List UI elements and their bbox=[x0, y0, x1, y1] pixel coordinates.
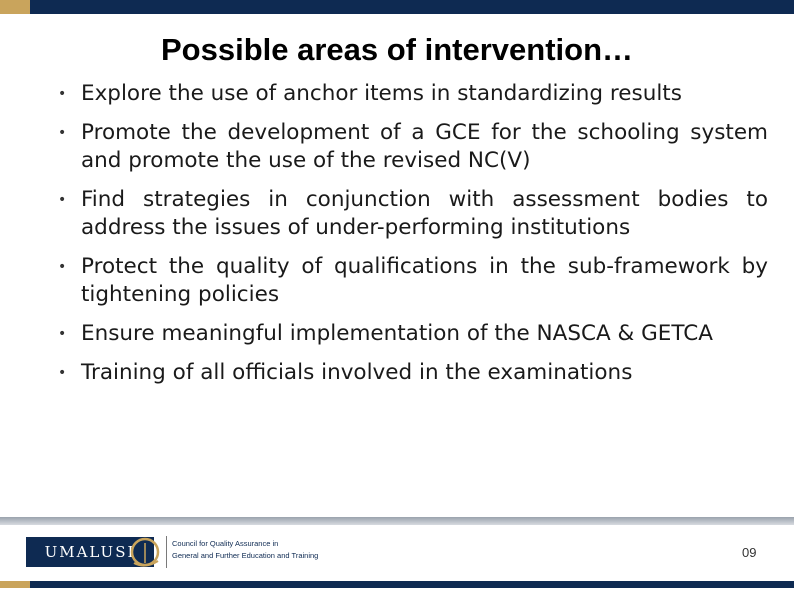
logo-text: UMALUSI bbox=[44, 543, 136, 561]
bullet-dot: • bbox=[58, 259, 67, 275]
bullet-item bbox=[58, 359, 768, 387]
bottom-accent-bar bbox=[0, 581, 794, 588]
slide-title: Possible areas of intervention… bbox=[160, 32, 634, 67]
bullet-item bbox=[58, 119, 768, 175]
bullet-item bbox=[58, 320, 768, 348]
bullet-text: Promote the development of a GCE for the schooling system and promote the use of the revised NC(V) bbox=[81, 120, 768, 173]
top-accent-bar bbox=[0, 0, 794, 14]
umalusi-emblem-icon bbox=[130, 533, 162, 571]
bullet-item bbox=[58, 253, 768, 309]
bullet-text: Training of all officials involved in the examinations bbox=[81, 360, 633, 385]
bullet-item bbox=[58, 80, 768, 108]
bullet-text: Explore the use of anchor items in standardizing results bbox=[81, 81, 682, 106]
tagline-line-2: General and Further Education and Training bbox=[172, 551, 319, 560]
bullet-dot: • bbox=[58, 326, 67, 342]
tagline-line-1: Council for Quality Assurance in bbox=[172, 539, 279, 548]
footer-divider bbox=[0, 517, 794, 525]
bullet-text: Ensure meaningful implementation of the NASCA & GETCA bbox=[81, 321, 713, 346]
top-accent-gold bbox=[0, 0, 30, 14]
council-tagline bbox=[172, 538, 342, 562]
bullet-item bbox=[58, 186, 768, 242]
page-number: 09 bbox=[742, 545, 757, 560]
bullet-list bbox=[58, 80, 768, 398]
bullet-text: Protect the quality of qualifications in the sub-framework by tightening policies bbox=[81, 254, 768, 307]
bullet-text: Find strategies in conjunction with assessment bodies to address the issues of under-performing institutions bbox=[81, 187, 768, 240]
logo-divider bbox=[166, 536, 167, 568]
bullet-dot: • bbox=[58, 192, 67, 208]
bullet-dot: • bbox=[58, 125, 67, 141]
bullet-dot: • bbox=[58, 365, 67, 381]
bottom-accent-gold bbox=[0, 581, 30, 588]
bullet-dot: • bbox=[58, 86, 67, 102]
